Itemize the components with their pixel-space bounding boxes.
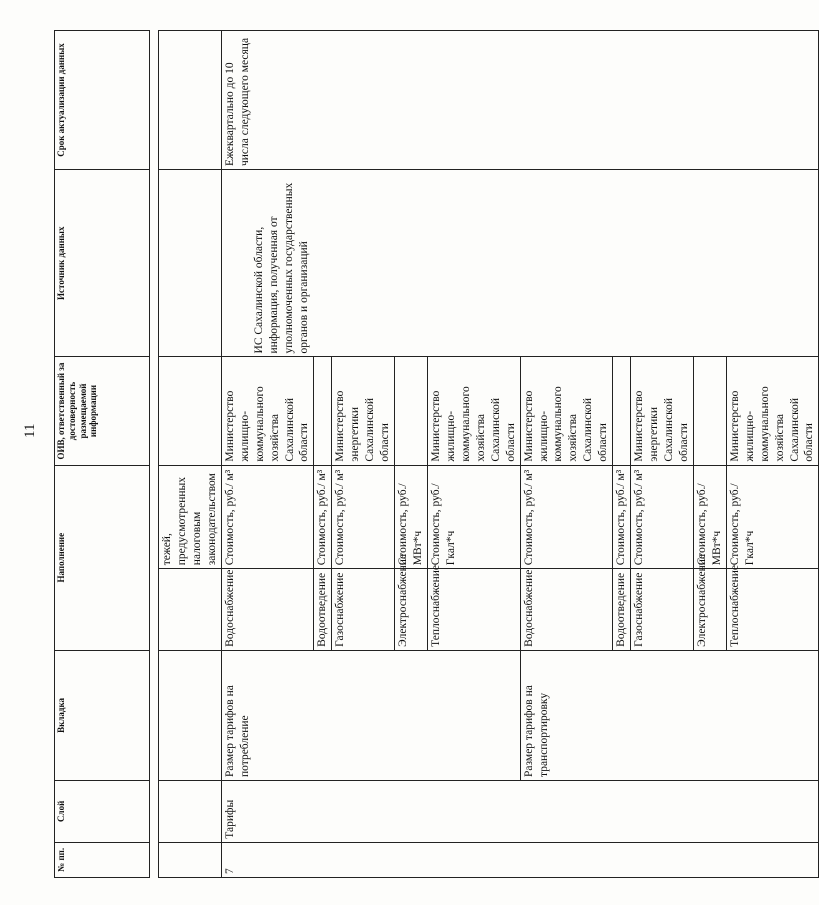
service-cell: Водоснабжение <box>221 569 314 651</box>
header-row <box>55 31 150 878</box>
unit-cell: Стоимость, руб./ МВт*ч <box>395 465 428 569</box>
row-num: 7 <box>221 842 819 877</box>
unit-cell: Стоимость, руб./ м³ <box>520 465 613 569</box>
oiv-cell: Министерство энергетики Сахалинской области <box>332 357 395 465</box>
header-tab: Вкладка <box>55 650 150 780</box>
service-cell: Электроснабжение <box>395 569 428 651</box>
table-row <box>221 31 314 878</box>
continuation-row <box>159 31 222 878</box>
service-cell: Теплоснабжение <box>427 569 520 651</box>
tab-cell: Размер тарифов на транспортировку <box>520 650 819 780</box>
header-num: № пп. <box>55 842 150 877</box>
rotated-table-wrapper <box>54 30 816 878</box>
oiv-cell <box>395 357 428 465</box>
oiv-cell <box>314 357 332 465</box>
service-cell: Газоснабжение <box>631 569 694 651</box>
header-oiv: ОИВ, ответственный за достоверность размещаемой информации <box>55 357 150 465</box>
header-content: Наполнение <box>55 465 150 650</box>
unit-cell: Стоимость, руб./ м³ <box>631 465 694 569</box>
unit-cell: Стоимость, руб./ м³ <box>613 465 631 569</box>
unit-cell: Стоимость, руб./ м³ <box>332 465 395 569</box>
oiv-cell: Министерство жилищно-коммунального хозяйства Сахалинской области <box>726 357 819 465</box>
page-number: 11 <box>22 423 38 438</box>
row-layer: Тарифы <box>221 780 819 842</box>
header-source: Источник данных <box>55 170 150 357</box>
source-cell: ИС Сахалинской области, информация, полученная от уполномоченных государственных органов и организаций <box>221 170 819 357</box>
service-cell: Водоотведение <box>613 569 631 651</box>
oiv-cell <box>693 357 726 465</box>
period-cell: Ежеквартально до 10 числа следующего месяца <box>221 31 819 170</box>
continuation-text: тежей, предусмотренных налоговым законодательством <box>159 465 222 569</box>
unit-cell: Стоимость, руб./ м³ <box>221 465 314 569</box>
service-cell: Водоотведение <box>314 569 332 651</box>
tariffs-table <box>54 30 819 878</box>
unit-cell: Стоимость, руб./ Гкал*ч <box>427 465 520 569</box>
unit-cell: Стоимость, руб./ МВт*ч <box>693 465 726 569</box>
header-layer: Слой <box>55 780 150 842</box>
unit-cell: Стоимость, руб./ м³ <box>314 465 332 569</box>
tab-cell: Размер тарифов на потребление <box>221 650 520 780</box>
oiv-cell: Министерство жилищно-коммунального хозяйства Сахалинской области <box>221 357 314 465</box>
unit-cell: Стоимость, руб./ Гкал*ч <box>726 465 819 569</box>
oiv-cell: Министерство жилищно-коммунального хозяйства Сахалинской области <box>520 357 613 465</box>
service-cell: Водоснабжение <box>520 569 613 651</box>
oiv-cell: Министерство энергетики Сахалинской области <box>631 357 694 465</box>
service-cell: Газоснабжение <box>332 569 395 651</box>
service-cell: Электроснабжение <box>693 569 726 651</box>
oiv-cell <box>613 357 631 465</box>
header-period: Срок актуализации данных <box>55 31 150 170</box>
service-cell: Теплоснабжение <box>726 569 819 651</box>
oiv-cell: Министерство жилищно-коммунального хозяйства Сахалинской области <box>427 357 520 465</box>
